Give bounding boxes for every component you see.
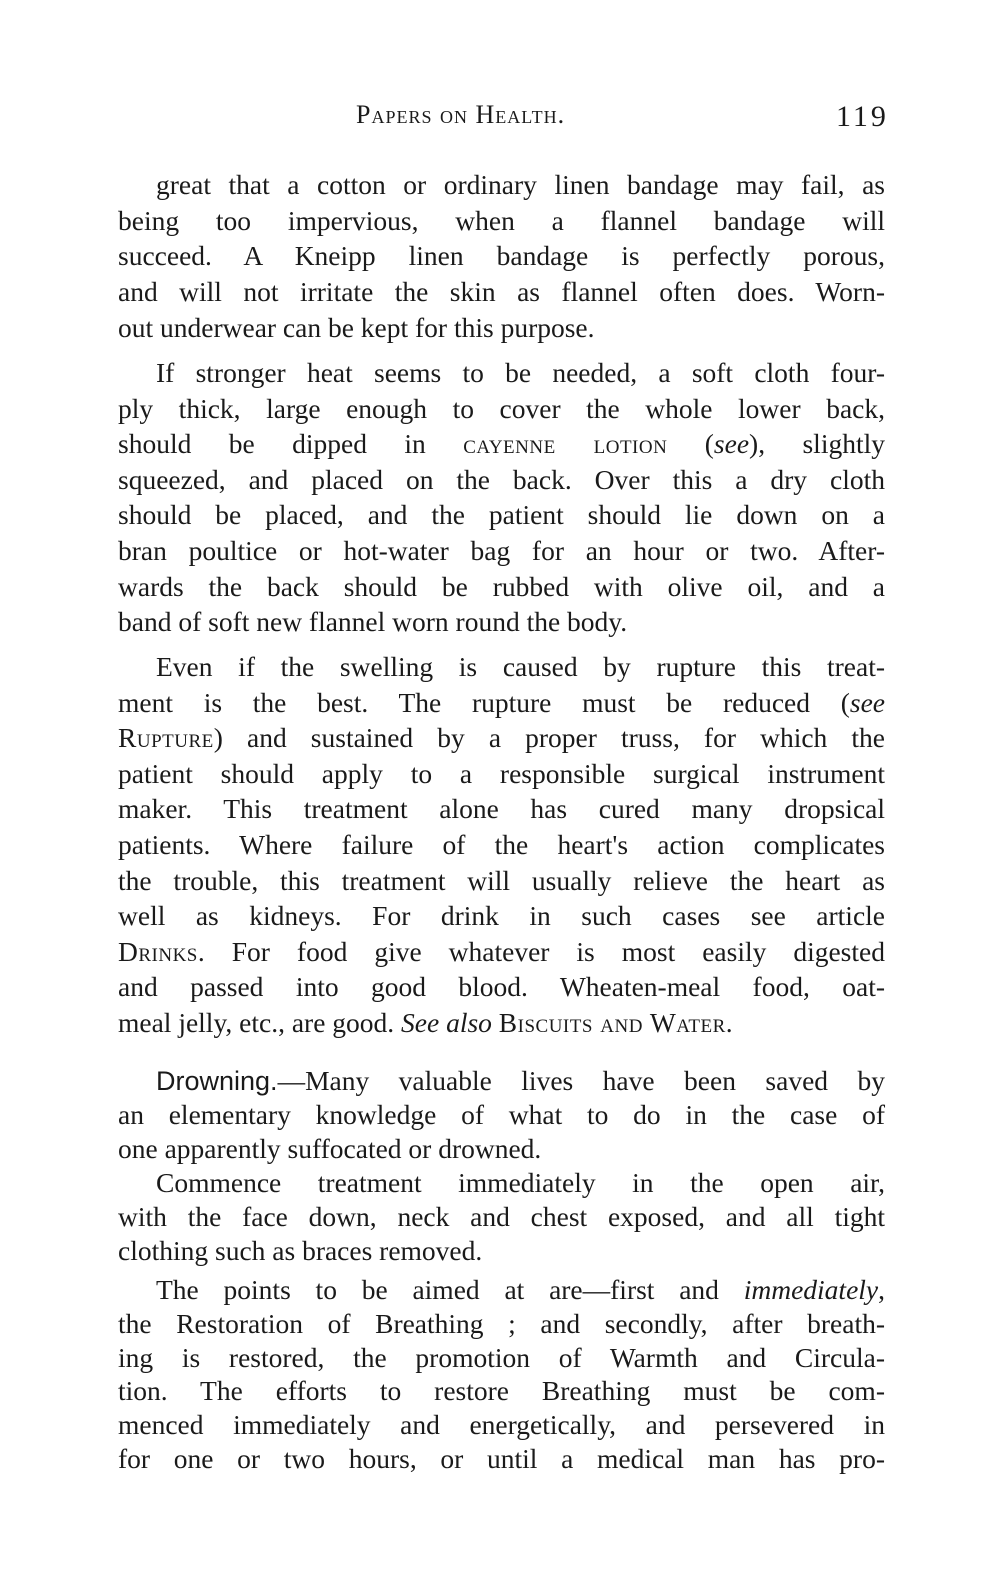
- entry-heading: Drowning.: [156, 1066, 278, 1096]
- text-span: patient should apply to a responsible surgical instrument: [118, 757, 885, 789]
- text-span: wards the back should be rubbed with olive oil, and a: [118, 570, 885, 602]
- text-line: [118, 534, 885, 568]
- text-span: Biscuits and Water.: [498, 1007, 734, 1038]
- text-line: [118, 935, 885, 969]
- text-span: The points to be aimed at are—first and: [156, 1274, 744, 1305]
- text-line: [118, 721, 885, 755]
- text-span: bran poultice or hot-water bag for an hour or two. After-: [118, 535, 885, 566]
- text-line: [118, 792, 885, 826]
- text-span: out underwear can be kept for this purpose.: [118, 311, 595, 343]
- text-span: menced immediately and energetically, and persevered in: [118, 1409, 885, 1441]
- text-line: [156, 1166, 885, 1200]
- text-line: [118, 427, 885, 461]
- text-line: [118, 1006, 885, 1040]
- text-line: [118, 1098, 885, 1132]
- text-line: [118, 204, 885, 238]
- text-span: being too impervious, when a flannel bandage will: [118, 204, 885, 236]
- text-line: [118, 605, 885, 639]
- text-span: squeezed, and placed on the back. Over this a dry cloth: [118, 463, 885, 495]
- text-line: [118, 463, 885, 497]
- text-span: see: [849, 686, 885, 718]
- text-span: one apparently suffocated or drowned.: [118, 1133, 542, 1164]
- text-line: [118, 970, 885, 1004]
- text-line: [118, 311, 885, 345]
- text-line: [118, 570, 885, 604]
- text-span: an elementary knowledge of what to do in the case of: [118, 1099, 885, 1130]
- text-line: [118, 1341, 885, 1375]
- text-line: [118, 1307, 885, 1341]
- running-head: Papers on Health.: [356, 100, 566, 129]
- text-line: [118, 1442, 885, 1476]
- text-line: [118, 275, 885, 309]
- text-span: Even if the swelling is caused by rupture this treat-: [156, 651, 885, 682]
- text-span: and will not irritate the skin as flannel often does. Worn-: [118, 276, 885, 308]
- text-line: [118, 498, 885, 532]
- text-span: ment is the best. The rupture must be reduced (: [118, 686, 850, 718]
- text-span: tion. The efforts to restore Breathing must be com-: [118, 1375, 885, 1407]
- text-span: . For food give whatever is most easily digested: [197, 935, 885, 967]
- text-span: see: [713, 428, 750, 460]
- text-span: ,: [878, 1274, 885, 1305]
- text-span: (: [667, 428, 714, 460]
- text-span: —Many valuable lives have been saved by: [277, 1065, 885, 1096]
- text-span: meal jelly, etc., are good.: [118, 1007, 402, 1038]
- text-line: [156, 1064, 885, 1098]
- text-span: Commence treatment immediately in the open air,: [156, 1167, 885, 1198]
- text-line: [118, 757, 885, 791]
- text-line: [118, 1234, 885, 1268]
- text-span: Drinks: [118, 935, 198, 967]
- text-span: band of soft new flannel worn round the body.: [118, 606, 628, 638]
- text-span: ply thick, large enough to cover the whole lower back,: [118, 392, 885, 424]
- text-span: succeed. A Kneipp linen bandage is perfectly porous,: [118, 240, 885, 272]
- text-span: See also: [401, 1007, 492, 1038]
- text-line: [118, 392, 885, 426]
- text-span: ing is restored, the promotion of Warmth and Circula-: [118, 1341, 885, 1373]
- text-span: the trouble, this treatment will usually relieve the heart as: [118, 864, 885, 896]
- text-span: clothing such as braces removed.: [118, 1235, 483, 1266]
- text-span: patients. Where failure of the heart's action complicates: [118, 829, 885, 860]
- text-span: and passed into good blood. Wheaten-meal food, oat-: [118, 971, 885, 1003]
- text-line: [118, 899, 885, 933]
- text-span: cayenne lotion: [463, 428, 668, 460]
- text-line: [118, 1132, 885, 1166]
- page-number: 119: [836, 100, 889, 133]
- text-line: [156, 356, 885, 390]
- text-line: [118, 1408, 885, 1442]
- text-span: great that a cotton or ordinary linen bandage may fail, as: [156, 169, 885, 200]
- text-span: ) and sustained by a proper truss, for which the: [213, 722, 885, 754]
- text-span: [492, 1007, 499, 1038]
- text-span: should be placed, and the patient should lie down on a: [118, 499, 885, 531]
- text-line: [156, 1273, 885, 1307]
- text-line: [118, 239, 885, 273]
- text-line: [156, 650, 885, 684]
- text-span: ), slightly: [749, 428, 885, 460]
- text-span: Rupture: [118, 722, 214, 754]
- text-line: [118, 1200, 885, 1234]
- text-span: should be dipped in: [118, 428, 464, 460]
- text-span: If stronger heat seems to be needed, a soft cloth four-: [156, 357, 885, 388]
- text-span: with the face down, neck and chest exposed, and all tight: [118, 1201, 885, 1232]
- text-line: [156, 168, 885, 202]
- text-span: the Restoration of Breathing ; and secondly, after breath-: [118, 1307, 885, 1339]
- text-line: [118, 864, 885, 898]
- text-span: well as kidneys. For drink in such cases see article: [118, 900, 885, 932]
- text-span: for one or two hours, or until a medical man has pro-: [118, 1443, 885, 1474]
- text-line: [118, 1374, 885, 1408]
- text-span: immediately: [743, 1274, 879, 1305]
- text-line: [118, 828, 885, 862]
- text-span: maker. This treatment alone has cured many dropsical: [118, 793, 885, 825]
- text-line: [118, 686, 885, 720]
